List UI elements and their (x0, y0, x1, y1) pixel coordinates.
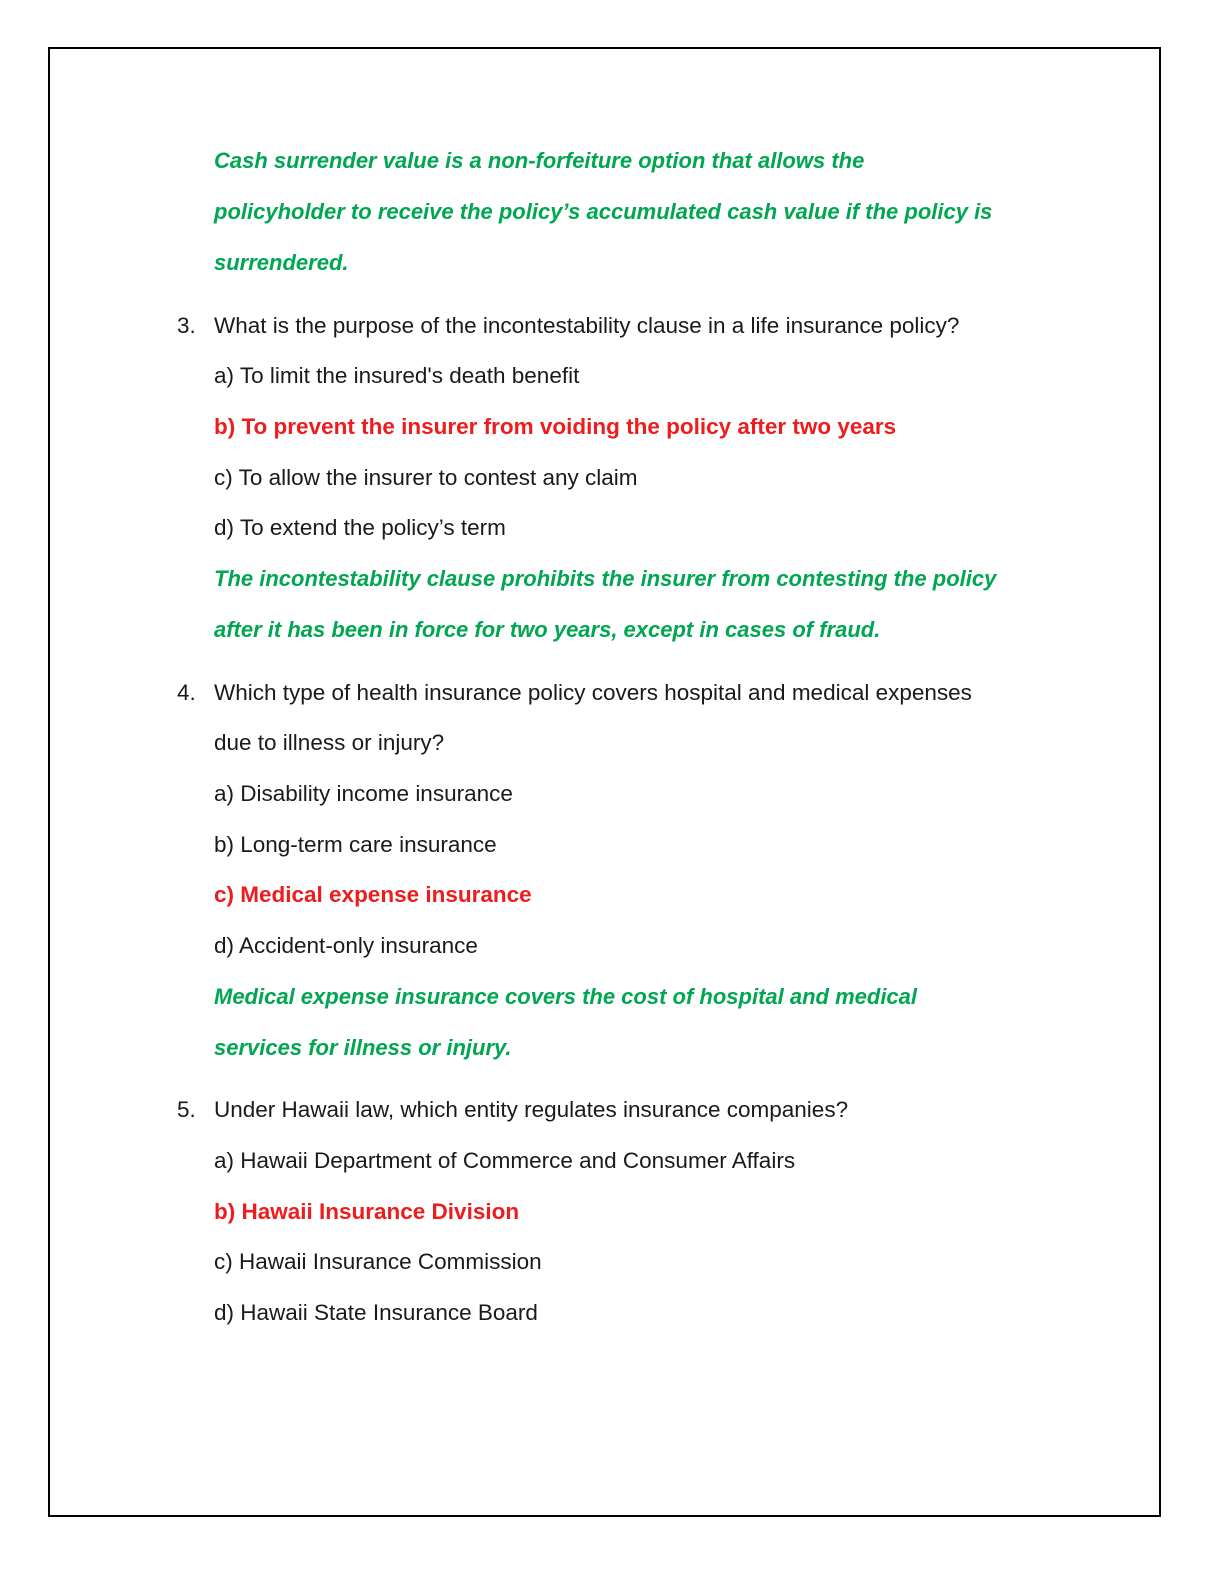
question-4-option-a: a) Disability income insurance (214, 781, 513, 806)
question-3-option-a: a) To limit the insured's death benefit (214, 363, 580, 388)
question-4-option-c-correct: c) Medical expense insurance (214, 882, 532, 907)
intro-explanation-line-3: surrendered. (214, 250, 349, 275)
question-4-explanation-line-1: Medical expense insurance covers the cost of hospital and medical (214, 984, 918, 1009)
question-5-option-a: a) Hawaii Department of Commerce and Consumer Affairs (214, 1148, 796, 1173)
question-5-option-d: d) Hawaii State Insurance Board (214, 1300, 538, 1325)
question-3-text: What is the purpose of the incontestability clause in a life insurance policy? (214, 313, 960, 338)
question-5-option-b-correct: b) Hawaii Insurance Division (214, 1199, 520, 1224)
intro-explanation-line-2: policyholder to receive the policy’s accumulated cash value if the policy is (214, 199, 993, 224)
question-4-option-d: d) Accident-only insurance (214, 933, 478, 958)
question-4-number: 4. (177, 680, 196, 705)
question-3-option-b-correct: b) To prevent the insurer from voiding the policy after two years (214, 414, 897, 439)
question-4-explanation-line-2: services for illness or injury. (214, 1035, 512, 1060)
question-3-option-c: c) To allow the insurer to contest any claim (214, 465, 638, 490)
question-3-option-d: d) To extend the policy’s term (214, 515, 506, 540)
question-4-option-b: b) Long-term care insurance (214, 832, 497, 857)
question-4-text-line-2: due to illness or injury? (214, 730, 445, 755)
intro-explanation-line-1: Cash surrender value is a non-forfeiture option that allows the (214, 148, 865, 173)
question-5-option-c: c) Hawaii Insurance Commission (214, 1249, 542, 1274)
question-3-explanation-line-1: The incontestability clause prohibits the insurer from contesting the policy (214, 566, 997, 591)
question-5-number: 5. (177, 1097, 196, 1122)
question-5-text: Under Hawaii law, which entity regulates insurance companies? (214, 1097, 849, 1122)
question-3-number: 3. (177, 313, 196, 338)
question-4-text-line-1: Which type of health insurance policy covers hospital and medical expenses (214, 680, 972, 705)
question-3-explanation-line-2: after it has been in force for two years, except in cases of fraud. (214, 617, 881, 642)
